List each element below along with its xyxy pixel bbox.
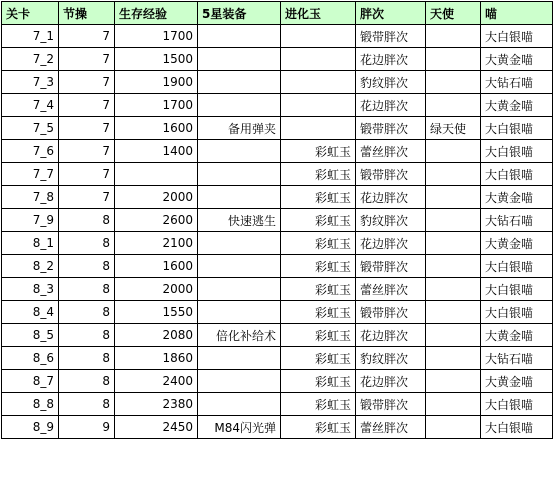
cell-integrity: 7 [59, 71, 115, 94]
cell-survival-exp: 2100 [115, 232, 198, 255]
cell-cat: 大白银喵 [481, 255, 553, 278]
cell-survival-exp: 2080 [115, 324, 198, 347]
cell-cat: 大白银喵 [481, 278, 553, 301]
cell-survival-exp: 1700 [115, 25, 198, 48]
cell-panties: 蕾丝胖次 [356, 416, 426, 439]
cell-survival-exp: 2400 [115, 370, 198, 393]
cell-angel: 绿天使 [426, 117, 481, 140]
cell-5star-equipment [198, 140, 281, 163]
cell-stage: 8_5 [2, 324, 59, 347]
cell-stage: 8_1 [2, 232, 59, 255]
cell-evolution-jade: 彩虹玉 [281, 393, 356, 416]
cell-cat: 大白银喵 [481, 416, 553, 439]
cell-stage: 7_9 [2, 209, 59, 232]
cell-angel [426, 209, 481, 232]
cell-integrity: 8 [59, 393, 115, 416]
cell-cat: 大白银喵 [481, 117, 553, 140]
cell-stage: 8_8 [2, 393, 59, 416]
cell-cat: 大白银喵 [481, 301, 553, 324]
cell-panties: 锻带胖次 [356, 163, 426, 186]
cell-cat: 大白银喵 [481, 393, 553, 416]
cell-angel [426, 393, 481, 416]
cell-cat: 大白银喵 [481, 163, 553, 186]
cell-5star-equipment [198, 255, 281, 278]
cell-5star-equipment: 备用弹夹 [198, 117, 281, 140]
cell-stage: 8_9 [2, 416, 59, 439]
cell-stage: 7_3 [2, 71, 59, 94]
cell-survival-exp: 1860 [115, 347, 198, 370]
cell-integrity: 8 [59, 347, 115, 370]
cell-evolution-jade: 彩虹玉 [281, 209, 356, 232]
header-cell-5star-equipment: 5星装备 [198, 2, 281, 25]
cell-integrity: 7 [59, 163, 115, 186]
cell-panties: 锻带胖次 [356, 301, 426, 324]
table-row [2, 140, 553, 163]
cell-evolution-jade: 彩虹玉 [281, 278, 356, 301]
cell-panties: 花边胖次 [356, 324, 426, 347]
cell-evolution-jade [281, 117, 356, 140]
cell-evolution-jade: 彩虹玉 [281, 186, 356, 209]
cell-5star-equipment [198, 163, 281, 186]
cell-survival-exp: 1550 [115, 301, 198, 324]
cell-survival-exp: 1900 [115, 71, 198, 94]
cell-panties: 花边胖次 [356, 232, 426, 255]
cell-survival-exp: 1500 [115, 48, 198, 71]
cell-survival-exp: 2600 [115, 209, 198, 232]
cell-5star-equipment [198, 94, 281, 117]
cell-angel [426, 71, 481, 94]
header-cell-evolution-jade: 进化玉 [281, 2, 356, 25]
cell-survival-exp: 1700 [115, 94, 198, 117]
table-row [2, 232, 553, 255]
cell-stage: 7_5 [2, 117, 59, 140]
header-cell-stage: 关卡 [2, 2, 59, 25]
header-cell-survival-exp: 生存经验 [115, 2, 198, 25]
cell-stage: 8_3 [2, 278, 59, 301]
cell-evolution-jade [281, 25, 356, 48]
cell-stage: 8_4 [2, 301, 59, 324]
header-cell-integrity: 节操 [59, 2, 115, 25]
cell-panties: 蕾丝胖次 [356, 140, 426, 163]
cell-panties: 豹纹胖次 [356, 209, 426, 232]
cell-survival-exp: 1600 [115, 255, 198, 278]
cell-5star-equipment [198, 370, 281, 393]
cell-cat: 大黄金喵 [481, 48, 553, 71]
cell-5star-equipment [198, 186, 281, 209]
table-row [2, 347, 553, 370]
cell-stage: 7_1 [2, 25, 59, 48]
cell-5star-equipment [198, 393, 281, 416]
cell-evolution-jade [281, 94, 356, 117]
cell-angel [426, 232, 481, 255]
cell-cat: 大黄金喵 [481, 370, 553, 393]
cell-cat: 大黄金喵 [481, 186, 553, 209]
cell-5star-equipment: M84闪光弹 [198, 416, 281, 439]
cell-integrity: 8 [59, 324, 115, 347]
cell-evolution-jade: 彩虹玉 [281, 232, 356, 255]
cell-cat: 大黄金喵 [481, 94, 553, 117]
header-row [2, 2, 553, 25]
cell-evolution-jade: 彩虹玉 [281, 347, 356, 370]
cell-survival-exp: 2000 [115, 186, 198, 209]
cell-stage: 7_6 [2, 140, 59, 163]
stage-table [1, 1, 553, 439]
cell-evolution-jade: 彩虹玉 [281, 416, 356, 439]
cell-panties: 花边胖次 [356, 48, 426, 71]
cell-angel [426, 347, 481, 370]
cell-stage: 7_2 [2, 48, 59, 71]
cell-panties: 豹纹胖次 [356, 347, 426, 370]
cell-panties: 花边胖次 [356, 94, 426, 117]
cell-angel [426, 324, 481, 347]
cell-angel [426, 94, 481, 117]
cell-survival-exp: 1400 [115, 140, 198, 163]
cell-5star-equipment [198, 71, 281, 94]
cell-angel [426, 48, 481, 71]
cell-integrity: 8 [59, 278, 115, 301]
cell-angel [426, 25, 481, 48]
cell-5star-equipment [198, 347, 281, 370]
cell-cat: 大钻石喵 [481, 209, 553, 232]
cell-angel [426, 140, 481, 163]
cell-angel [426, 186, 481, 209]
cell-cat: 大钻石喵 [481, 71, 553, 94]
cell-angel [426, 370, 481, 393]
cell-survival-exp [115, 163, 198, 186]
cell-integrity: 7 [59, 25, 115, 48]
table-row [2, 278, 553, 301]
cell-integrity: 8 [59, 255, 115, 278]
cell-evolution-jade: 彩虹玉 [281, 301, 356, 324]
cell-integrity: 8 [59, 232, 115, 255]
cell-panties: 花边胖次 [356, 370, 426, 393]
cell-5star-equipment [198, 48, 281, 71]
cell-integrity: 7 [59, 48, 115, 71]
cell-stage: 8_7 [2, 370, 59, 393]
cell-panties: 豹纹胖次 [356, 71, 426, 94]
table-row [2, 416, 553, 439]
cell-panties: 花边胖次 [356, 186, 426, 209]
header-cell-angel: 天使 [426, 2, 481, 25]
cell-angel [426, 301, 481, 324]
table-row [2, 393, 553, 416]
cell-evolution-jade: 彩虹玉 [281, 140, 356, 163]
table-row [2, 163, 553, 186]
cell-panties: 蕾丝胖次 [356, 278, 426, 301]
cell-integrity: 9 [59, 416, 115, 439]
table-row [2, 324, 553, 347]
cell-angel [426, 278, 481, 301]
cell-panties: 锻带胖次 [356, 255, 426, 278]
table-row [2, 94, 553, 117]
cell-cat: 大黄金喵 [481, 324, 553, 347]
cell-cat: 大白银喵 [481, 25, 553, 48]
cell-integrity: 7 [59, 117, 115, 140]
cell-integrity: 7 [59, 186, 115, 209]
cell-5star-equipment: 倍化补给术 [198, 324, 281, 347]
header-cell-panties: 胖次 [356, 2, 426, 25]
cell-cat: 大钻石喵 [481, 347, 553, 370]
cell-survival-exp: 2450 [115, 416, 198, 439]
header-cell-cat: 喵 [481, 2, 553, 25]
cell-stage: 8_2 [2, 255, 59, 278]
cell-cat: 大黄金喵 [481, 232, 553, 255]
cell-panties: 锻带胖次 [356, 117, 426, 140]
cell-integrity: 8 [59, 301, 115, 324]
cell-integrity: 8 [59, 209, 115, 232]
cell-evolution-jade [281, 48, 356, 71]
cell-angel [426, 255, 481, 278]
cell-evolution-jade: 彩虹玉 [281, 255, 356, 278]
table-row [2, 48, 553, 71]
cell-integrity: 7 [59, 94, 115, 117]
table-row [2, 209, 553, 232]
cell-angel [426, 416, 481, 439]
cell-evolution-jade: 彩虹玉 [281, 370, 356, 393]
table-row [2, 71, 553, 94]
cell-stage: 8_6 [2, 347, 59, 370]
cell-evolution-jade: 彩虹玉 [281, 324, 356, 347]
cell-integrity: 7 [59, 140, 115, 163]
table-row [2, 370, 553, 393]
cell-5star-equipment [198, 232, 281, 255]
table-row [2, 255, 553, 278]
table-row [2, 301, 553, 324]
table-row [2, 186, 553, 209]
cell-evolution-jade: 彩虹玉 [281, 163, 356, 186]
table-row [2, 117, 553, 140]
cell-stage: 7_4 [2, 94, 59, 117]
cell-survival-exp: 2380 [115, 393, 198, 416]
table-body [2, 25, 553, 439]
cell-5star-equipment [198, 278, 281, 301]
cell-5star-equipment [198, 25, 281, 48]
table-row [2, 25, 553, 48]
cell-cat: 大白银喵 [481, 140, 553, 163]
cell-5star-equipment: 快速逃生 [198, 209, 281, 232]
cell-stage: 7_8 [2, 186, 59, 209]
cell-panties: 锻带胖次 [356, 25, 426, 48]
cell-survival-exp: 2000 [115, 278, 198, 301]
cell-panties: 锻带胖次 [356, 393, 426, 416]
cell-angel [426, 163, 481, 186]
cell-stage: 7_7 [2, 163, 59, 186]
cell-5star-equipment [198, 301, 281, 324]
cell-integrity: 8 [59, 370, 115, 393]
cell-evolution-jade [281, 71, 356, 94]
cell-survival-exp: 1600 [115, 117, 198, 140]
